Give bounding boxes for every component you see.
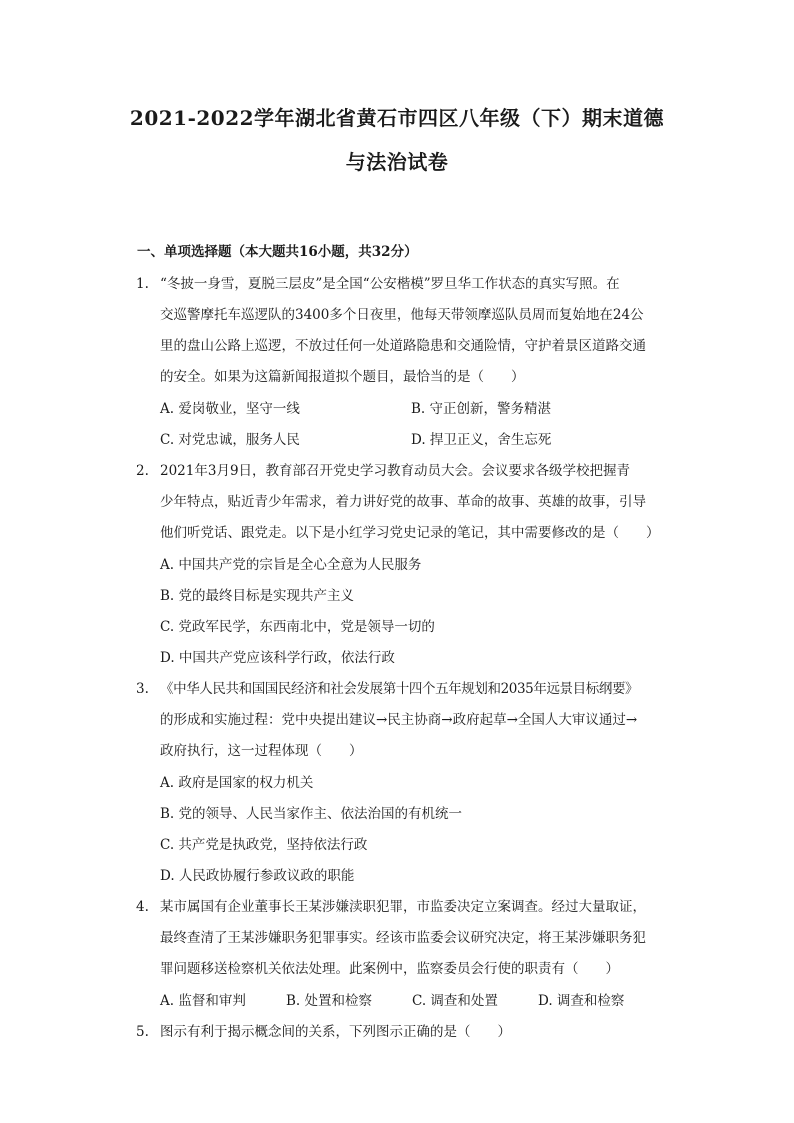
option-a: A. 监督和审判 (160, 993, 246, 1009)
option-c: C. 党政军民学，东西南北中，党是领导一切的 (160, 619, 435, 635)
option-a: A. 中国共产党的宗旨是全心全意为人民服务 (160, 557, 422, 573)
option-b: B. 党的领导、人民当家作主、依法治国的有机统一 (160, 806, 463, 822)
question-number: 4. (136, 899, 149, 915)
question-text-line: “冬披一身雪，夏脱三层皮”是全国“公安楷模”罗旦华工作状态的真实写照。在 (160, 276, 620, 292)
page-title-line-1: 2021-2022学年湖北省黄石市四区八年级（下）期末道德 (129, 106, 665, 130)
question-text-line: 罪问题移送检察机关依法处理。此案例中，监察委员会行使的职责有（ ） (160, 961, 619, 977)
page-title-line-2: 与法治试卷 (345, 150, 449, 174)
question-text-line: 里的盘山公路上巡逻，不放过任何一处道路隐患和交通险情，守护着景区道路交通 (160, 338, 646, 354)
question-text-line: 的安全。如果为这篇新闻报道拟个题目，最恰当的是（ ） (160, 369, 525, 385)
question-text-line: 2021年3月9日，教育部召开党史学习教育动员大会。会议要求各级学校把握青 (160, 463, 631, 479)
page-title (100, 96, 694, 184)
question-number: 2. (136, 463, 149, 479)
option-d: D. 人民政协履行参政议政的职能 (160, 868, 355, 884)
question-number: 3. (136, 681, 149, 697)
option-c: C. 共产党是执政党，坚持依法行政 (160, 837, 368, 853)
option-d: D. 中国共产党应该科学行政，依法行政 (160, 650, 395, 666)
question-text-line: 交巡警摩托车巡逻队的3400多个日夜里，他每天带领摩巡队员周而复始地在24公 (160, 307, 644, 323)
section-heading: 一、单项选择题（本大题共16小题，共32分） (137, 244, 418, 260)
question-text-line: 他们听党话、跟党走。以下是小红学习党史记录的笔记，其中需要修改的是（ ） (160, 525, 660, 541)
option-c: C. 对党忠诚，服务人民 (160, 432, 300, 448)
option-d: D. 捍卫正义，舍生忘死 (411, 432, 552, 448)
question-text-line: 某市属国有企业董事长王某涉嫌渎职犯罪，市监委决定立案调查。经过大量取证， (160, 899, 646, 915)
question-text-line: 政府执行，这一过程体现（ ） (160, 743, 363, 759)
option-b: B. 守正创新，警务精湛 (411, 401, 552, 417)
question-text-line: 图示有利于揭示概念间的关系，下列图示正确的是（ ） (160, 1024, 511, 1040)
question-text-line: 少年特点，贴近青少年需求，着力讲好党的故事、革命的故事、英雄的故事，引导 (160, 494, 646, 510)
question-text-line: 《中华人民共和国国民经济和社会发展第十四个五年规划和2035年远景目标纲要》 (160, 681, 639, 697)
question-number: 1. (136, 276, 149, 292)
question-number: 5. (136, 1024, 149, 1040)
option-c: C. 调查和处置 (412, 993, 498, 1009)
question-text-line: 最终查清了王某涉嫌职务犯罪事实。经该市监委会议研究决定，将王某涉嫌职务犯 (160, 930, 646, 946)
option-a: A. 政府是国家的权力机关 (160, 775, 314, 791)
option-b: B. 处置和检察 (286, 993, 373, 1009)
option-a: A. 爱岗敬业，坚守一线 (160, 401, 300, 417)
option-b: B. 党的最终目标是实现共产主义 (160, 588, 355, 604)
question-text-line: 的形成和实施过程：党中央提出建议→民主协商→政府起草→全国人大审议通过→ (160, 712, 638, 728)
option-d: D. 调查和检察 (538, 993, 625, 1009)
